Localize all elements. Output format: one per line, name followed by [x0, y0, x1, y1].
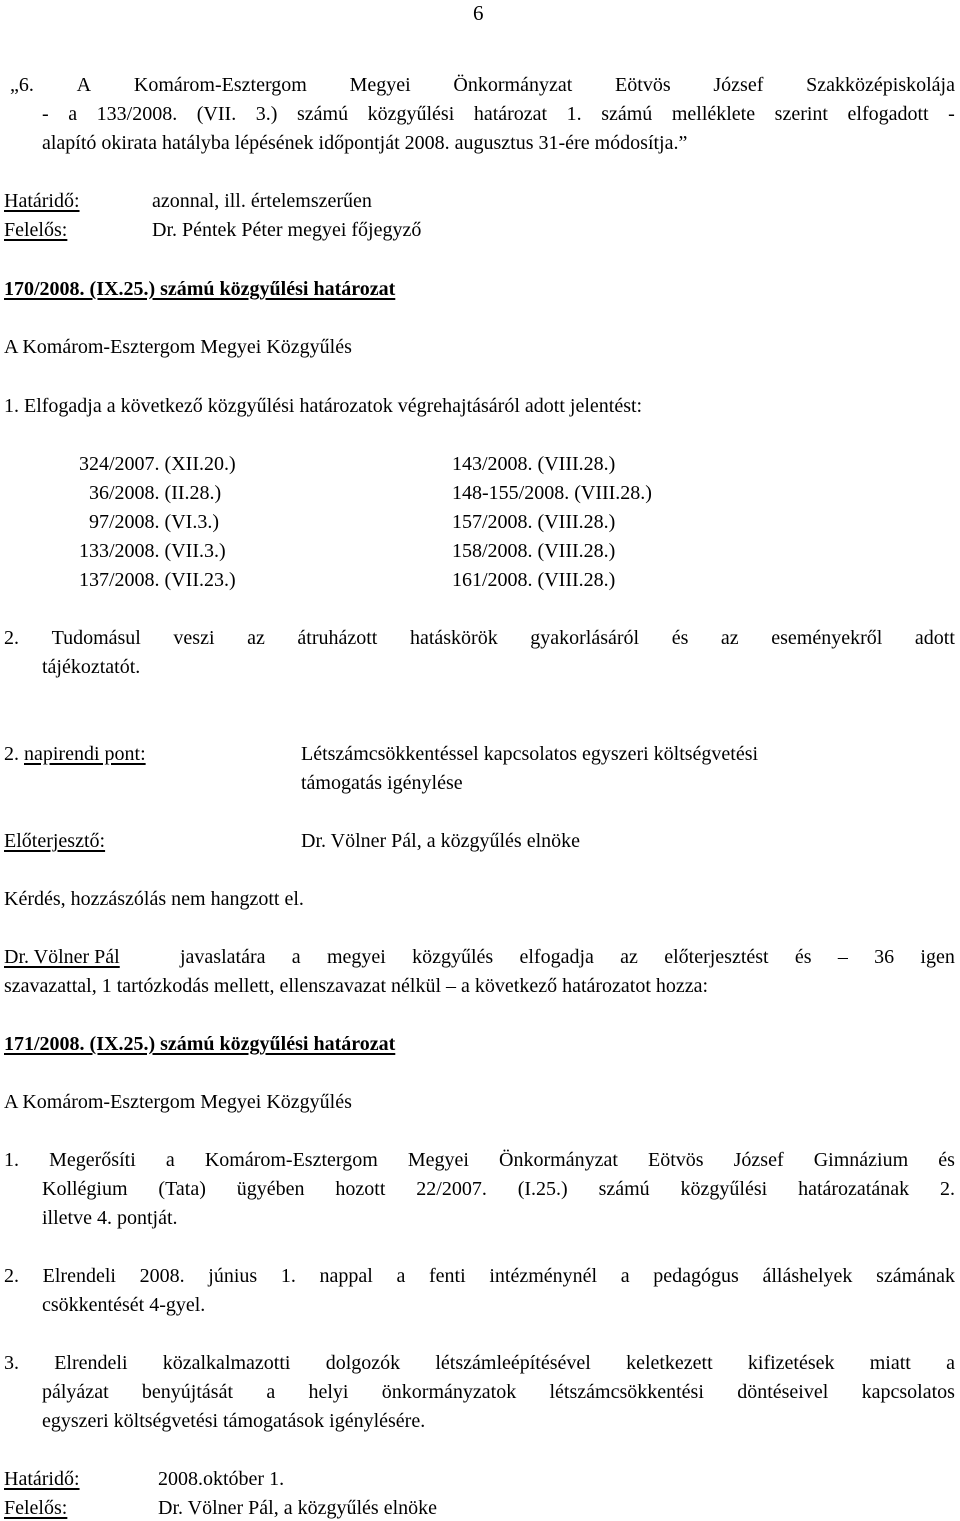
word: (VII.: [196, 103, 237, 125]
resolution-171-title: 171/2008. (IX.25.) számú közgyűlési határozat: [4, 1033, 396, 1055]
word: június: [208, 1265, 258, 1287]
word: elfogadja: [519, 946, 594, 968]
word: József: [733, 1149, 784, 1171]
resolution-171-p1-line2: [42, 1179, 955, 1199]
page-number: 6: [473, 1, 484, 25]
word: 2008.: [139, 1265, 185, 1287]
resolution-171-responsible-label: Felelős:: [4, 1497, 68, 1519]
item6-responsible-label: Felelős:: [4, 219, 68, 241]
report-list-left-5: 137/2008. (VII.23.): [79, 569, 236, 591]
word: döntéseivel: [737, 1381, 829, 1403]
word: Kollégium: [42, 1178, 128, 1200]
resolution-171-p1-line3: illetve 4. pontját.: [42, 1207, 178, 1229]
resolution-171-p3-line2: [42, 1382, 955, 1402]
report-list-right-3: 157/2008. (VIII.28.): [452, 511, 616, 533]
word: Önkormányzat: [499, 1149, 618, 1171]
word: kifizetések: [747, 1352, 835, 1374]
item6-deadline-value: azonnal, ill. értelemszerűen: [152, 190, 372, 212]
resolution-170-body: A Komárom-Esztergom Megyei Közgyűlés: [4, 336, 352, 358]
resolution-170-point2: [4, 628, 955, 648]
report-list-right-5: 161/2008. (VIII.28.): [452, 569, 616, 591]
word: hatáskörök: [409, 627, 498, 649]
word: Elrendeli: [54, 1352, 128, 1374]
word: az: [620, 946, 638, 968]
report-list-right-2: 148-155/2008. (VIII.28.): [452, 482, 652, 504]
word: 2.: [4, 1265, 19, 1287]
word: közgyűlés: [412, 946, 494, 968]
word: és: [794, 946, 812, 968]
word: 1.: [566, 103, 582, 125]
word: „6.: [10, 74, 34, 96]
word: létszámleépítésével: [435, 1352, 591, 1374]
word: dolgozók: [325, 1352, 401, 1374]
report-list-right-1: 143/2008. (VIII.28.): [452, 453, 616, 475]
word: Komárom-Esztergom: [133, 74, 307, 96]
word: és: [671, 627, 689, 649]
word: József: [713, 74, 764, 96]
item6-deadline-label: Határidő:: [4, 190, 80, 212]
word: helyi: [308, 1381, 349, 1403]
word: a: [165, 1149, 175, 1171]
word: fenti: [429, 1265, 466, 1287]
word: kapcsolatos: [861, 1381, 955, 1403]
word: közgyűlési: [367, 103, 455, 125]
word: (Tata): [158, 1178, 206, 1200]
word: Eötvös: [647, 1149, 704, 1171]
word: Elrendeli: [42, 1265, 116, 1287]
word: gyakorlásáról: [530, 627, 640, 649]
word: számának: [876, 1265, 955, 1287]
word: benyújtását: [141, 1381, 234, 1403]
item6-responsible-value: Dr. Péntek Péter megyei főjegyző: [152, 219, 422, 241]
word: Megerősíti: [49, 1149, 136, 1171]
word: Megyei: [407, 1149, 469, 1171]
report-list-left-4: 133/2008. (VII.3.): [79, 540, 226, 562]
agenda-label: napirendi pont:: [24, 743, 146, 765]
word: önkormányzatok: [381, 1381, 517, 1403]
word: adott: [914, 627, 955, 649]
word: (I.25.): [517, 1178, 568, 1200]
word: számú: [296, 103, 349, 125]
resolution-171-p3-line3: egyszeri költségvetési támogatások igénylésére.: [42, 1410, 426, 1432]
word: 1.: [4, 1149, 19, 1171]
word: álláshelyek: [762, 1265, 853, 1287]
word: határozatának: [798, 1178, 910, 1200]
item6-line1: [10, 75, 955, 95]
word: eseményekről: [771, 627, 883, 649]
word: határozat: [473, 103, 548, 125]
proposal-line1: [4, 947, 955, 967]
resolution-171-p2-line2: csökkentését 4-gyel.: [42, 1294, 206, 1316]
no-questions-text: Kérdés, hozzászólás nem hangzott el.: [4, 888, 304, 910]
word: veszi: [173, 627, 215, 649]
word: szerint: [774, 103, 828, 125]
word: Komárom-Esztergom: [204, 1149, 378, 1171]
word: Szakközépiskolája: [806, 74, 955, 96]
word: előterjesztést: [664, 946, 769, 968]
word: 3.: [4, 1352, 19, 1374]
word: a: [68, 103, 78, 125]
word: melléklete: [671, 103, 756, 125]
word: elfogadott: [847, 103, 929, 125]
word: ügyében: [236, 1178, 305, 1200]
word: az: [247, 627, 265, 649]
word: 1.: [280, 1265, 296, 1287]
word: átruházott: [297, 627, 378, 649]
word: 2.: [4, 627, 19, 649]
proposal-line1-words: [180, 947, 955, 967]
item6-line3: alapító okirata hatályba lépésének időpontját 2008. augusztus 31-ére módosítja.”: [42, 132, 688, 154]
proposal-name: Dr. Völner Pál: [4, 946, 120, 968]
report-list-left-3: 97/2008. (VI.3.): [89, 511, 219, 533]
word: pályázat: [42, 1381, 109, 1403]
presenter-label: Előterjesztő:: [4, 830, 106, 852]
word: 36: [874, 946, 895, 968]
word: Eötvös: [615, 74, 671, 96]
word: intézménynél: [489, 1265, 598, 1287]
word: Gimnázium: [813, 1149, 909, 1171]
word: Megyei: [349, 74, 411, 96]
agenda-heading: [4, 744, 146, 764]
word: pedagógus: [653, 1265, 739, 1287]
word: létszámcsökkentési: [549, 1381, 704, 1403]
resolution-171-p3-line1: [4, 1353, 955, 1373]
resolution-170-title: 170/2008. (IX.25.) számú közgyűlési határozat: [4, 278, 396, 300]
word: Tudomásul: [51, 627, 141, 649]
word: számú: [601, 103, 653, 125]
resolution-171-responsible-value: Dr. Völner Pál, a közgyűlés elnöke: [158, 1497, 438, 1519]
word: megyei: [326, 946, 386, 968]
word: keletkezett: [626, 1352, 713, 1374]
agenda-topic-line1: Létszámcsökkentéssel kapcsolatos egyszeri költségvetési: [301, 743, 759, 765]
word: -: [948, 103, 955, 125]
word: hozott: [335, 1178, 386, 1200]
word: 133/2008.: [96, 103, 178, 125]
word: A: [76, 74, 92, 96]
word: közalkalmazotti: [162, 1352, 291, 1374]
resolution-170-point2-cont: tájékoztatót.: [42, 656, 141, 678]
resolution-171-p2-line1: [4, 1266, 955, 1286]
word: 3.): [255, 103, 278, 125]
word: és: [938, 1149, 955, 1171]
word: a: [620, 1265, 630, 1287]
word: igen: [920, 946, 955, 968]
report-list-left-1: 324/2007. (XII.20.): [79, 453, 236, 475]
word: számú: [598, 1178, 650, 1200]
word: javaslatára: [180, 946, 266, 968]
word: közgyűlési: [680, 1178, 768, 1200]
word: a: [266, 1381, 276, 1403]
resolution-171-deadline-label: Határidő:: [4, 1468, 80, 1490]
word: az: [720, 627, 739, 649]
proposal-line2: szavazattal, 1 tartózkodás mellett, ellenszavazat nélkül – a következő határozatot hozza:: [4, 975, 709, 997]
resolution-171-deadline-value: 2008.október 1.: [158, 1468, 285, 1490]
resolution-171-p1-line1: [4, 1150, 955, 1170]
word: a: [396, 1265, 406, 1287]
word: miatt: [869, 1352, 911, 1374]
agenda-topic-line2: támogatás igénylése: [301, 772, 463, 794]
resolution-171-body: A Komárom-Esztergom Megyei Közgyűlés: [4, 1091, 352, 1113]
word: 22/2007.: [416, 1178, 487, 1200]
resolution-170-point1: 1. Elfogadja a következő közgyűlési határozatok végrehajtásáról adott jelentést:: [4, 395, 643, 417]
word: a: [291, 946, 301, 968]
report-list-right-4: 158/2008. (VIII.28.): [452, 540, 616, 562]
item6-line2: [42, 104, 955, 124]
word: nappal: [319, 1265, 373, 1287]
word: Önkormányzat: [453, 74, 573, 96]
word: a: [946, 1352, 955, 1374]
word: -: [42, 103, 49, 125]
word: 2.: [939, 1178, 955, 1200]
presenter-value: Dr. Völner Pál, a közgyűlés elnöke: [301, 830, 581, 852]
report-list-left-2: 36/2008. (II.28.): [89, 482, 222, 504]
agenda-number: 2.: [4, 743, 19, 765]
word: –: [837, 946, 848, 968]
